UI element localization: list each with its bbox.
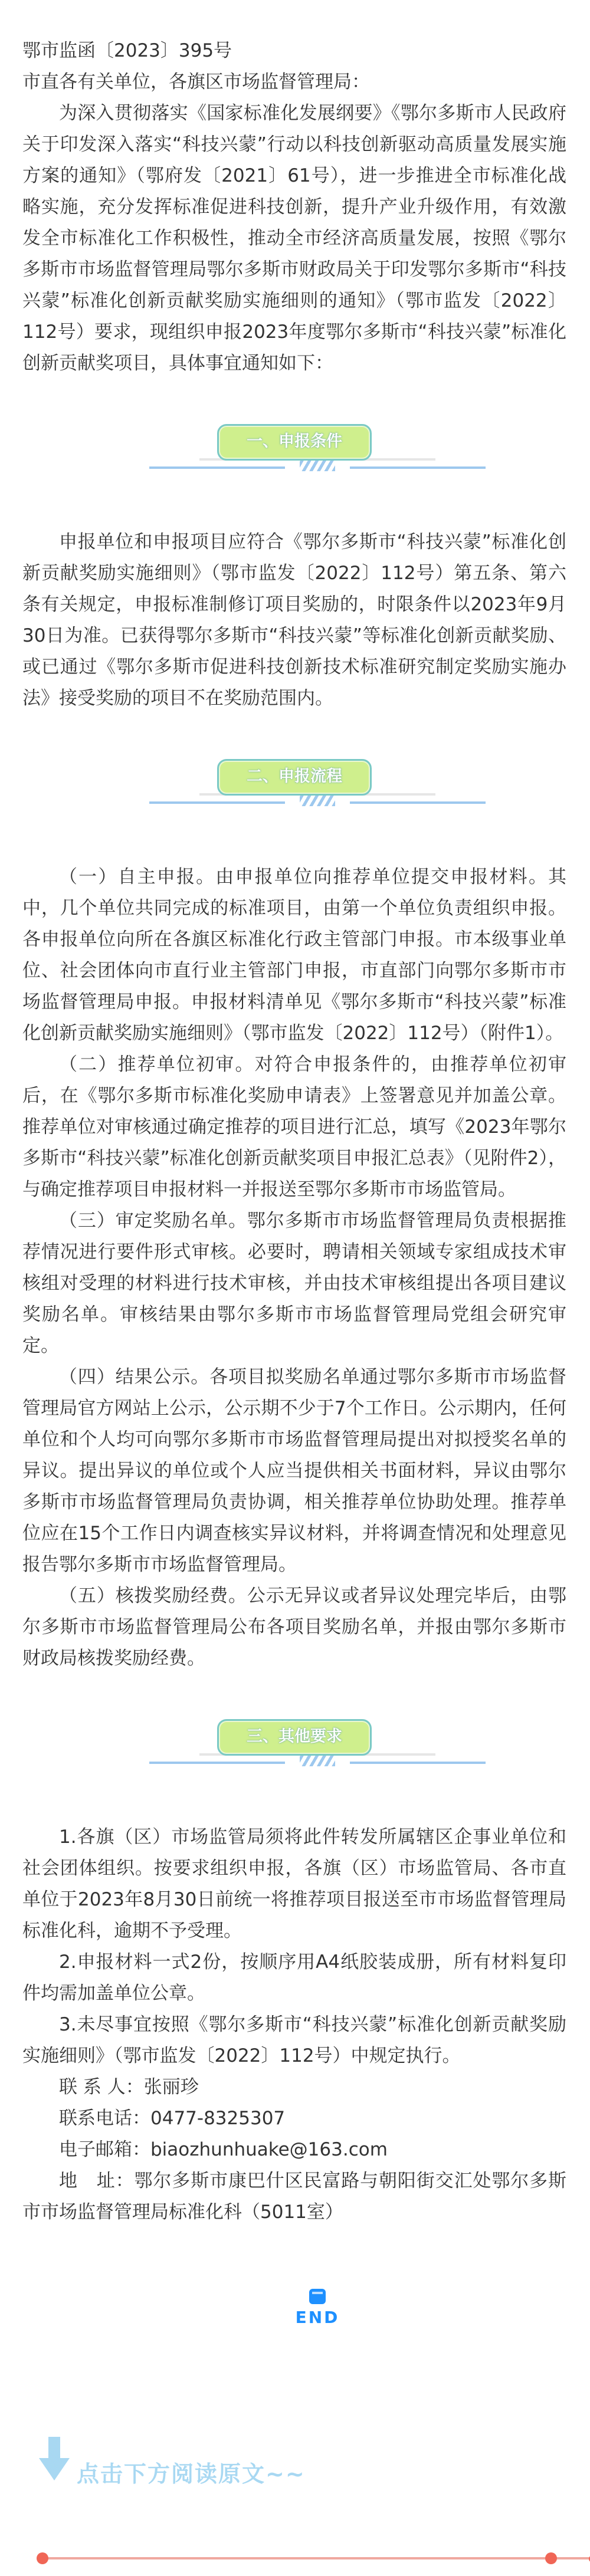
section-2-paragraph: （四）结果公示。各项目拟奖励名单通过鄂尔多斯市市场监督管理局官方网站上公示，公示期不少于7个工作日。公示期内，任何单位和个人均可向鄂尔多斯市市场监督管理局提出对拟授奖名单的异议。提出异议的单位或个人应当提供相关书面材料，异议由鄂尔多斯市市场监督管理局负责协调，相关推荐单位协助处理。推荐单位应在15个工作日内调查核实异议材料，并将调查情况和处理意见报告鄂尔多斯市市场监督管理局。: [22, 1366, 566, 1575]
section-3-paragraph: 3.未尽事宜按照《鄂尔多斯市“科技兴蒙”标准化创新贡献奖励实施细则》（鄂市监发〔2022〕112号）中规定执行。: [22, 2014, 566, 2066]
section-2-paragraph: （五）核拨奖励经费。公示无异议或者异议处理完毕后，由鄂尔多斯市市场监督管理局公布各项目奖励名单，并报由鄂尔多斯市财政局核拨奖励经费。: [22, 1585, 566, 1669]
end-label: END: [295, 2308, 340, 2327]
contact-phone: 联系电话：0477-8325307: [59, 2108, 286, 2129]
section-header-1: [22, 379, 566, 527]
section-title: 三、其他要求: [217, 1719, 372, 1756]
salutation: 市直各有关单位，各旗区市场监督管理局：: [22, 71, 370, 93]
read-more-footer[interactable]: [22, 2423, 566, 2576]
contact-email: 电子邮箱：biaozhunhuake@163.com: [59, 2139, 388, 2160]
section-2-paragraph: （二）推荐单位初审。对符合申报条件的，由推荐单位初审后，在《鄂尔多斯市标准化奖励申请表》上签署意见并加盖公章。推荐单位对审核通过确定推荐的项目进行汇总，填写《2023年鄂尔多斯市“科技兴蒙”标准化创新贡献奖项目申报汇总表》（见附件2），与确定推荐项目申报材料一并报送至鄂尔多斯市市场监管局。: [22, 1054, 566, 1200]
intro-paragraph: 为深入贯彻落实《国家标准化发展纲要》《鄂尔多斯市人民政府关于印发深入落实“科技兴蒙”行动以科技创新驱动高质量发展实施方案的通知》（鄂府发〔2021〕61号），进一步推进全市标准化战略实施，充分发挥标准促进科技创新，提升产业升级作用，有效激发全市标准化工作积极性，推动全市经济高质量发展，按照《鄂尔多斯市市场监督管理局鄂尔多斯市财政局关于印发鄂尔多斯市“科技兴蒙”标准化创新贡献奖励实施细则的通知》（鄂市监发〔2022〕112号）要求，现组织申报2023年度鄂尔多斯市“科技兴蒙”标准化创新贡献奖项目，具体事宜通知如下：: [22, 103, 566, 374]
end-marker: [22, 2228, 566, 2423]
section-1-paragraph: 申报单位和申报项目应符合《鄂尔多斯市“科技兴蒙”标准化创新贡献奖励实施细则》（鄂市监发〔2022〕112号）第五条、第六条有关规定，申报标准制修订项目奖励的，时限条件以2023年9月30日为准。已获得鄂尔多斯市“科技兴蒙”等标准化创新贡献奖励、或已通过《鄂尔多斯市促进科技创新技术标准研究制定奖励实施办法》接受奖励的项目不在奖励范围内。: [22, 531, 566, 709]
divider-line-blue: [350, 801, 486, 804]
contact-person: 联 系 人：张丽珍: [59, 2076, 199, 2098]
section-2-paragraph: （三）审定奖励名单。鄂尔多斯市市场监督管理局负责根据推荐情况进行要件形式审核。必要时，聘请相关领域专家组成技术审核组对受理的材料进行技术审核，并由技术审核组提出各项目建议奖励名单。审核结果由鄂尔多斯市市场监督管理局党组会研究审定。: [22, 1210, 566, 1356]
footer-divider: [40, 2557, 590, 2559]
contact-address: 地 址：鄂尔多斯市康巴什区民富路与朝阳街交汇处鄂尔多斯市市场监督管理局标准化科（5011室）: [22, 2170, 566, 2223]
section-3-paragraph: 1.各旗（区）市场监管局须将此件转发所属辖区企事业单位和社会团体组织。按要求组织申报，各旗（区）市场监管局、各市直单位于2023年8月30日前统一将推荐项目报送至市市场监督管理局标准化科，逾期不予受理。: [22, 1826, 566, 1941]
section-title: 一、申报条件: [217, 424, 372, 461]
section-header-3: [22, 1674, 566, 1822]
dot-decoration: [37, 2552, 48, 2564]
section-header-2: [22, 714, 566, 862]
divider-line-blue: [149, 1762, 285, 1764]
end-icon: [309, 2289, 326, 2304]
doc-number: 鄂市监函〔2023〕395号: [22, 40, 232, 61]
divider-line-blue: [350, 1762, 486, 1764]
divider-line-blue: [149, 466, 285, 469]
section-3-paragraph: 2.申报材料一式2份，按顺序用A4纸胶装成册，所有材料复印件均需加盖单位公章。: [22, 1951, 566, 2004]
section-title: 二、申报流程: [217, 759, 372, 796]
divider-line-blue: [149, 801, 285, 804]
section-2-paragraph: （一）自主申报。由申报单位向推荐单位提交申报材料。其中，几个单位共同完成的标准项目，由第一个单位负责组织申报。各申报单位向所在各旗区标准化行政主管部门申报。市本级事业单位、社会团体向市直行业主管部门申报，市直部门向鄂尔多斯市市场监督管理局申报。申报材料清单见《鄂尔多斯市“科技兴蒙”标准化创新贡献奖励实施细则》（鄂市监发〔2022〕112号）（附件1）。: [22, 866, 566, 1044]
read-original-link[interactable]: 点击下方阅读原文~~: [77, 2461, 306, 2487]
dot-decoration: [545, 2552, 557, 2564]
divider-line-blue: [350, 466, 486, 469]
arrow-down-icon: [37, 2434, 72, 2488]
